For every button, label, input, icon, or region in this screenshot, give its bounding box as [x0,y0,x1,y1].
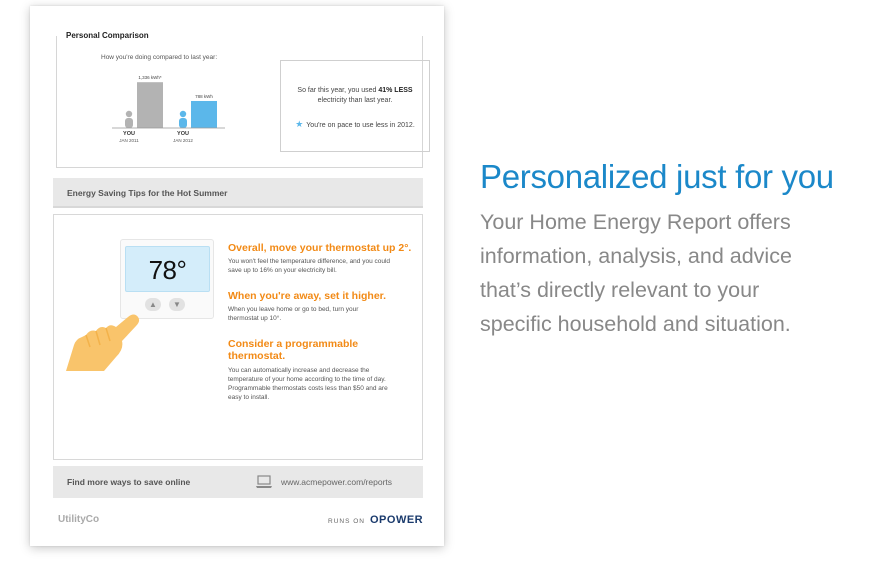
arrow-down-icon: ▼ [169,298,185,311]
comparison-chart-svg [107,66,237,161]
tip-3-heading [228,338,358,362]
comparison-chart [107,66,237,161]
summary-suffix: electricity than last year. [317,97,393,104]
tips-section [53,214,423,460]
tip-3-body-line: easy to install. [228,394,270,401]
tip-2-body [228,305,414,323]
tip-1-body [228,257,414,275]
opower-logo: OPOWER [370,514,424,526]
bar-data-label: 788 kWh [195,93,213,99]
comparison-summary-box [280,60,430,152]
tips-title: Energy Saving Tips for the Hot Summer [67,188,228,198]
bar-2 [191,101,217,128]
online-label: Find more ways to save online [67,477,191,487]
summary-prefix: So far this year, you used [297,87,379,94]
tip-2-body-line: When you leave home or go to bed, turn your [228,306,359,313]
person-head-icon [180,111,186,117]
summary-line [281,87,429,94]
thermostat-temperature: 78° [148,255,187,285]
tip-3-heading-line: Consider a programmable [228,338,359,350]
thermostat-screen [125,246,210,292]
tip-1-heading: Overall, move your thermostat up 2°. [228,242,412,254]
description-line: Your Home Energy Report offers [480,210,791,234]
bar-1 [137,82,163,128]
tip-3-heading-line: thermostat. [228,350,286,362]
online-band [53,466,423,498]
energy-report-page [30,6,444,546]
tip-2-heading: When you're away, set it higher. [228,290,387,302]
tip-3-body-line: Programmable thermostats costs less than $50 and are [228,385,388,392]
personal-comparison-section [56,31,423,168]
hand-pointer-icon [64,311,144,373]
reports-link[interactable]: www.acmepower.com/reports [281,477,393,487]
category-label: YOU [123,131,135,137]
description [480,205,860,341]
pace-line [281,119,429,130]
summary-highlight: 41% LESS [378,87,413,94]
person-head-icon [126,111,132,117]
tick-label: JAN 2012 [173,138,193,143]
comparison-title: Personal Comparison [66,31,149,40]
person-body-icon [179,118,187,128]
hand-shape [66,315,139,372]
category-label: YOU [177,131,189,137]
description-line: that’s directly relevant to your [480,278,760,302]
person-body-icon [125,118,133,128]
tip-1-body-line: You won't feel the temperature difference, and you could [228,258,391,265]
arrow-up-icon: ▲ [145,298,161,311]
tip-2-body-line: thermostat up 10°. [228,315,282,322]
utility-logo: UtilityCo [58,514,100,525]
runs-on-label: RUNS ON [328,518,365,525]
star-icon: ★ [295,119,304,129]
thermostat-illustration [120,239,214,319]
comparison-subtitle: How you're doing compared to last year: [101,54,218,61]
tip-3-body [228,366,414,402]
tick-label: JAN 2011 [119,138,139,143]
tip-1-body-line: save up to 16% on your electricity bill. [228,267,337,274]
laptop-icon [255,475,273,489]
bar-data-label: 1,336 kWh* [138,75,162,81]
pace-text: You're on pace to use less in 2012. [306,122,415,129]
headline: Personalized just for you [480,158,834,195]
description-line: specific household and situation. [480,312,791,336]
tips-header-band [53,178,423,208]
tip-3-body-line: temperature of your home according to the time of day. [228,376,386,383]
description-line: information, analysis, and advice [480,244,792,268]
tip-3-body-line: You can automatically increase and decrease the [228,367,370,374]
